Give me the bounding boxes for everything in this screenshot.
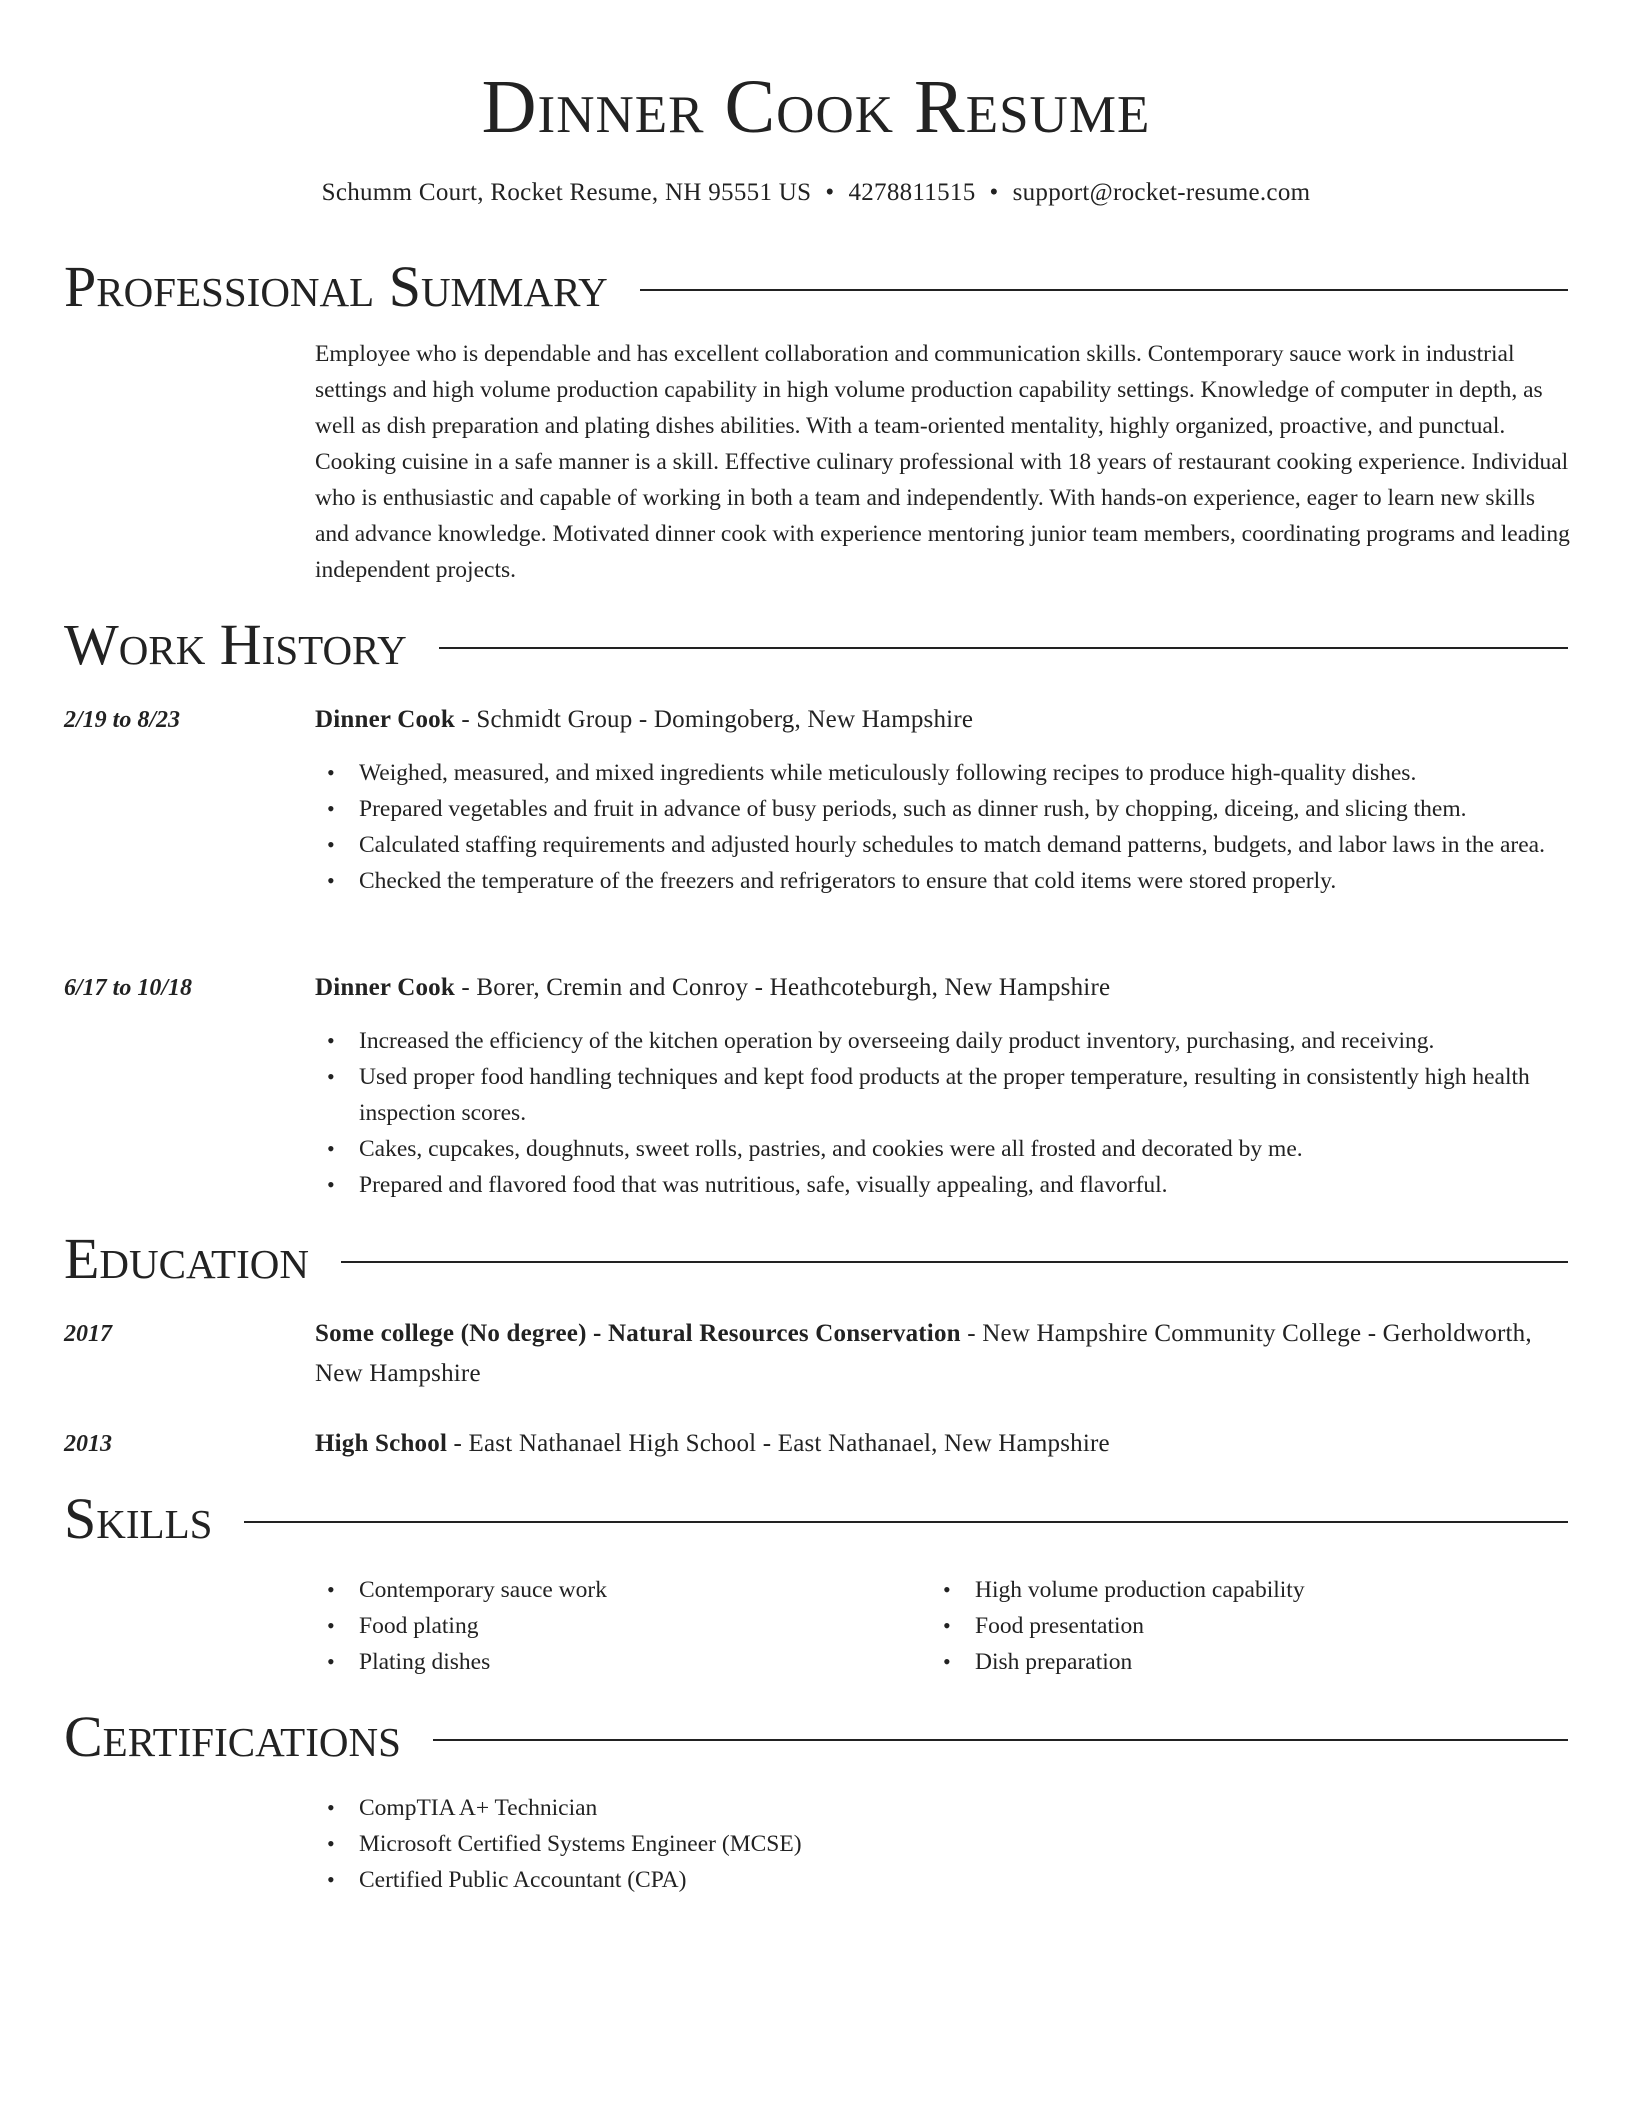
contact-line xyxy=(0,176,1632,210)
section-title-skills: Skills xyxy=(64,1486,213,1551)
certification-item: • CompTIA A+ Technician xyxy=(315,1790,1570,1826)
education-degree: Some college (No degree) - Natural Resources Conservation xyxy=(315,1320,961,1347)
section-divider xyxy=(640,289,1568,291)
skill-item: • Food plating xyxy=(315,1608,915,1644)
job-dates: 6/17 to 10/18 xyxy=(64,975,193,1001)
section-title-education: Education xyxy=(64,1226,309,1291)
list-item: • Checked the temperature of the freezers and refrigerators to ensure that cold items were stored properly. xyxy=(315,863,1570,899)
education-details: - East Nathanael High School - East Nathanael, New Hampshire xyxy=(447,1430,1110,1457)
list-item: • Cakes, cupcakes, doughnuts, sweet rolls, pastries, and cookies were all frosted and decorated by me. xyxy=(315,1131,1570,1167)
certifications-list xyxy=(315,1790,1570,1898)
job-role: Dinner Cook xyxy=(315,706,455,733)
contact-email[interactable]: support@rocket-resume.com xyxy=(1012,179,1311,206)
certification-item: • Microsoft Certified Systems Engineer (MCSE) xyxy=(315,1826,1570,1862)
list-item: • Prepared and flavored food that was nutritious, safe, visually appealing, and flavorful. xyxy=(315,1167,1570,1203)
list-item: • Increased the efficiency of the kitchen operation by overseeing daily product inventory, purchasing, and receiving. xyxy=(315,1023,1570,1059)
job-heading xyxy=(315,968,1570,1008)
section-header-summary xyxy=(64,254,1568,320)
skill-item: • High volume production capability xyxy=(931,1572,1531,1608)
education-details: - New Hampshire Community College - Gerholdworth, New Hampshire xyxy=(315,1320,1532,1387)
skill-item: • Contemporary sauce work xyxy=(315,1572,915,1608)
education-year: 2013 xyxy=(64,1431,112,1457)
job-duties-list xyxy=(315,755,1570,899)
skill-item: • Plating dishes xyxy=(315,1644,915,1680)
list-item: • Prepared vegetables and fruit in advance of busy periods, such as dinner rush, by chopping, diceing, and slicing them. xyxy=(315,791,1570,827)
job-duties-list xyxy=(315,1023,1570,1203)
contact-separator: • xyxy=(825,179,835,206)
job-dates: 2/19 to 8/23 xyxy=(64,707,181,733)
summary-text: Employee who is dependable and has excellent collaboration and communication skills. Contemporary sauce work in industrial settings and high volume production capability in high volume production capability settings. Knowledge of computer in depth, as well as dish preparation and plating dishes abilities. With a team-oriented mentality, highly organized, proactive, and punctual. Cooking cuisine in a safe manner is a skill. Effective culinary professional with 18 years of restaurant cooking experience. Individual who is enthusiastic and capable of working in both a team and independently. With hands-on experience, eager to learn new skills and advance knowledge. Motivated dinner cook with experience mentoring junior team members, coordinating programs and leading independent projects. xyxy=(315,341,1570,583)
section-divider xyxy=(244,1521,1568,1523)
section-header-certifications xyxy=(64,1704,1568,1770)
list-item: • Used proper food handling techniques and kept food products at the proper temperature, resulting in consistently high health inspection scores. xyxy=(315,1059,1570,1131)
education-degree: High School xyxy=(315,1430,448,1457)
job-role: Dinner Cook xyxy=(315,974,455,1001)
education-year: 2017 xyxy=(64,1321,112,1347)
skill-item: • Food presentation xyxy=(931,1608,1531,1644)
section-header-work-history xyxy=(64,612,1568,678)
section-header-skills xyxy=(64,1486,1568,1552)
education-heading xyxy=(315,1314,1570,1394)
job-details: - Schmidt Group - Domingoberg, New Hampshire xyxy=(454,706,974,733)
certification-item: • Certified Public Accountant (CPA) xyxy=(315,1862,1570,1898)
list-item: • Calculated staffing requirements and adjusted hourly schedules to match demand patterns, budgets, and labor laws in the area. xyxy=(315,827,1570,863)
education-heading xyxy=(315,1424,1570,1464)
section-divider xyxy=(439,647,1568,649)
skill-item: • Dish preparation xyxy=(931,1644,1531,1680)
skills-list-right xyxy=(931,1572,1531,1680)
job-details: - Borer, Cremin and Conroy - Heathcoteburgh, New Hampshire xyxy=(454,974,1111,1001)
contact-address: Schumm Court, Rocket Resume, NH 95551 US xyxy=(321,179,812,206)
section-title-summary: Professional Summary xyxy=(64,254,608,319)
section-title-certifications: Certifications xyxy=(64,1704,401,1769)
section-title-work-history: Work History xyxy=(64,612,407,677)
resume-name: Dinner Cook Resume xyxy=(481,65,1151,149)
section-header-education xyxy=(64,1226,1568,1292)
section-divider xyxy=(433,1739,1568,1741)
contact-phone: 4278811515 xyxy=(848,179,976,206)
job-heading xyxy=(315,700,1570,740)
contact-separator: • xyxy=(989,179,999,206)
list-item: • Weighed, measured, and mixed ingredients while meticulously following recipes to produce high-quality dishes. xyxy=(315,755,1570,791)
section-divider xyxy=(341,1261,1568,1263)
skills-list-left xyxy=(315,1572,915,1680)
